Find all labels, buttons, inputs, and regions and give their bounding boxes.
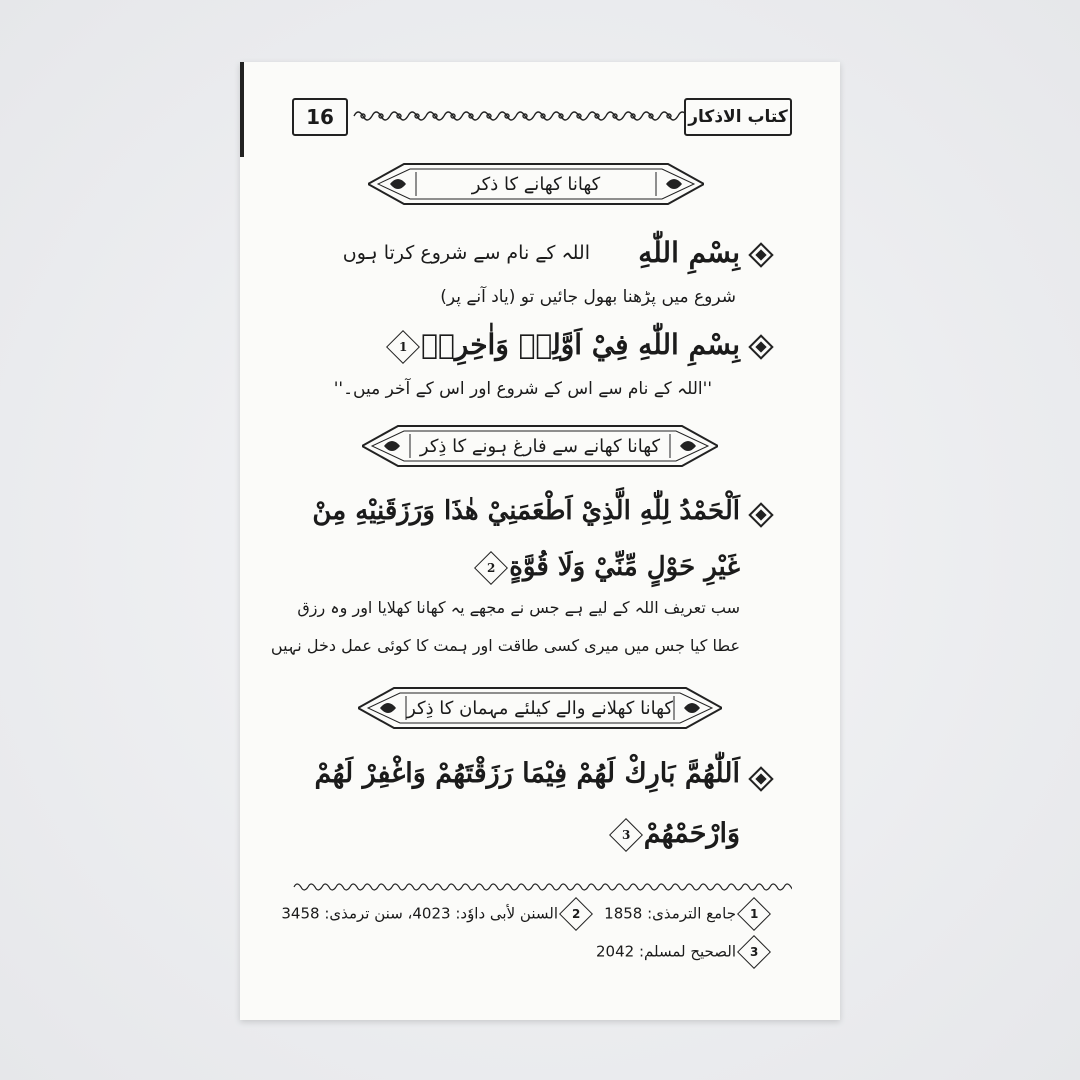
dua-arabic-line-1: اَللّٰهُمَّ بَارِكْ لَهُمْ فِيْمَا رَزَقْتَهُمْ وَاغْفِرْ لَهُمْ — [314, 758, 740, 789]
dua-arabic-line-2 — [608, 818, 740, 849]
footnote-ref-number: 2 — [487, 561, 496, 576]
footnote-number: 1 — [749, 907, 759, 922]
dua-arabic-line-1: اَلْحَمْدُ لِلّٰهِ الَّذِيْ اَطْعَمَنِيْ هٰذَا وَرَزَقَنِيْهِ مِنْ — [312, 496, 740, 526]
footnote-divider-ornament — [292, 880, 792, 894]
footnote-ref-badge — [386, 330, 420, 364]
dua-translation-line-2: عطا کیا جس میں میری کسی طاقت اور ہمت کا کوئی عمل دخل نہیں — [270, 636, 740, 655]
dua-arabic-line-2 — [473, 552, 740, 582]
footnote-1 — [604, 902, 772, 926]
header-ornament — [348, 104, 684, 128]
footnote-ref-number: 1 — [398, 339, 408, 354]
footnote-number: 2 — [571, 907, 581, 922]
dua-translation: اللہ کے نام سے شروع کرتا ہوں — [342, 242, 590, 264]
dua-arabic: بِسْمِ اللّٰهِ — [638, 236, 740, 269]
footnote-number-badge — [737, 897, 771, 931]
footnote-2 — [281, 902, 594, 926]
section-heading-banner — [362, 420, 718, 472]
dua-arabic — [385, 328, 740, 361]
footnote-ref-number: 3 — [621, 827, 630, 842]
dua-translation-line-1: سب تعریف اللہ کے لیے ہے جس نے مجھے یہ کھانا کھلایا اور وہ رزق — [297, 598, 740, 617]
footnote-number-badge — [737, 935, 771, 969]
footnote-text: الصحیح لمسلم: 2042 — [596, 942, 736, 961]
instruction-note: شروع میں پڑھنا بھول جائیں تو (یاد آنے پر) — [440, 287, 736, 307]
running-head — [292, 98, 792, 136]
page-number: 16 — [292, 98, 348, 136]
footnote-text: جامع الترمذی: 1858 — [604, 904, 736, 923]
diamond-bullet-icon — [748, 766, 774, 792]
footnote-ref-badge — [474, 551, 508, 585]
dua-arabic-text: بِسْمِ اللّٰهِ فِيْ اَوَّلِهٖ وَاٰخِرِهٖ — [421, 328, 740, 361]
footnote-number-badge — [559, 897, 593, 931]
dua-translation: ''اللہ کے نام سے اس کے شروع اور اس کے آخر میں۔'' — [333, 379, 712, 399]
section-heading-banner — [368, 158, 704, 210]
dua-arabic-text: وَارْحَمْهُمْ — [643, 818, 740, 849]
dua-arabic-text: غَيْرِ حَوْلٍ مِّنِّيْ وَلَا قُوَّةٍ — [509, 552, 740, 582]
diamond-bullet-icon — [748, 502, 774, 528]
footnote-number: 3 — [749, 945, 759, 960]
section-heading: کھانا کھلانے والے کیلئے مہمان کا ذِکر — [407, 697, 673, 719]
footnote-3 — [596, 940, 772, 964]
section-heading: کھانا کھانے کا ذکر — [471, 173, 601, 195]
section-heading-banner — [358, 682, 722, 734]
book-page — [240, 62, 840, 1020]
footnote-ref-badge — [609, 818, 643, 852]
footnote-text: السنن لأبی داوٗد: 4023، سنن ترمذی: 3458 — [281, 904, 558, 923]
book-title: کتاب الاذکار — [684, 98, 792, 136]
diamond-bullet-icon — [748, 334, 774, 360]
section-heading: کھانا کھانے سے فارغ ہونے کا ذِکر — [419, 435, 661, 457]
diamond-bullet-icon — [748, 242, 774, 268]
book-spine-edge — [240, 62, 244, 157]
